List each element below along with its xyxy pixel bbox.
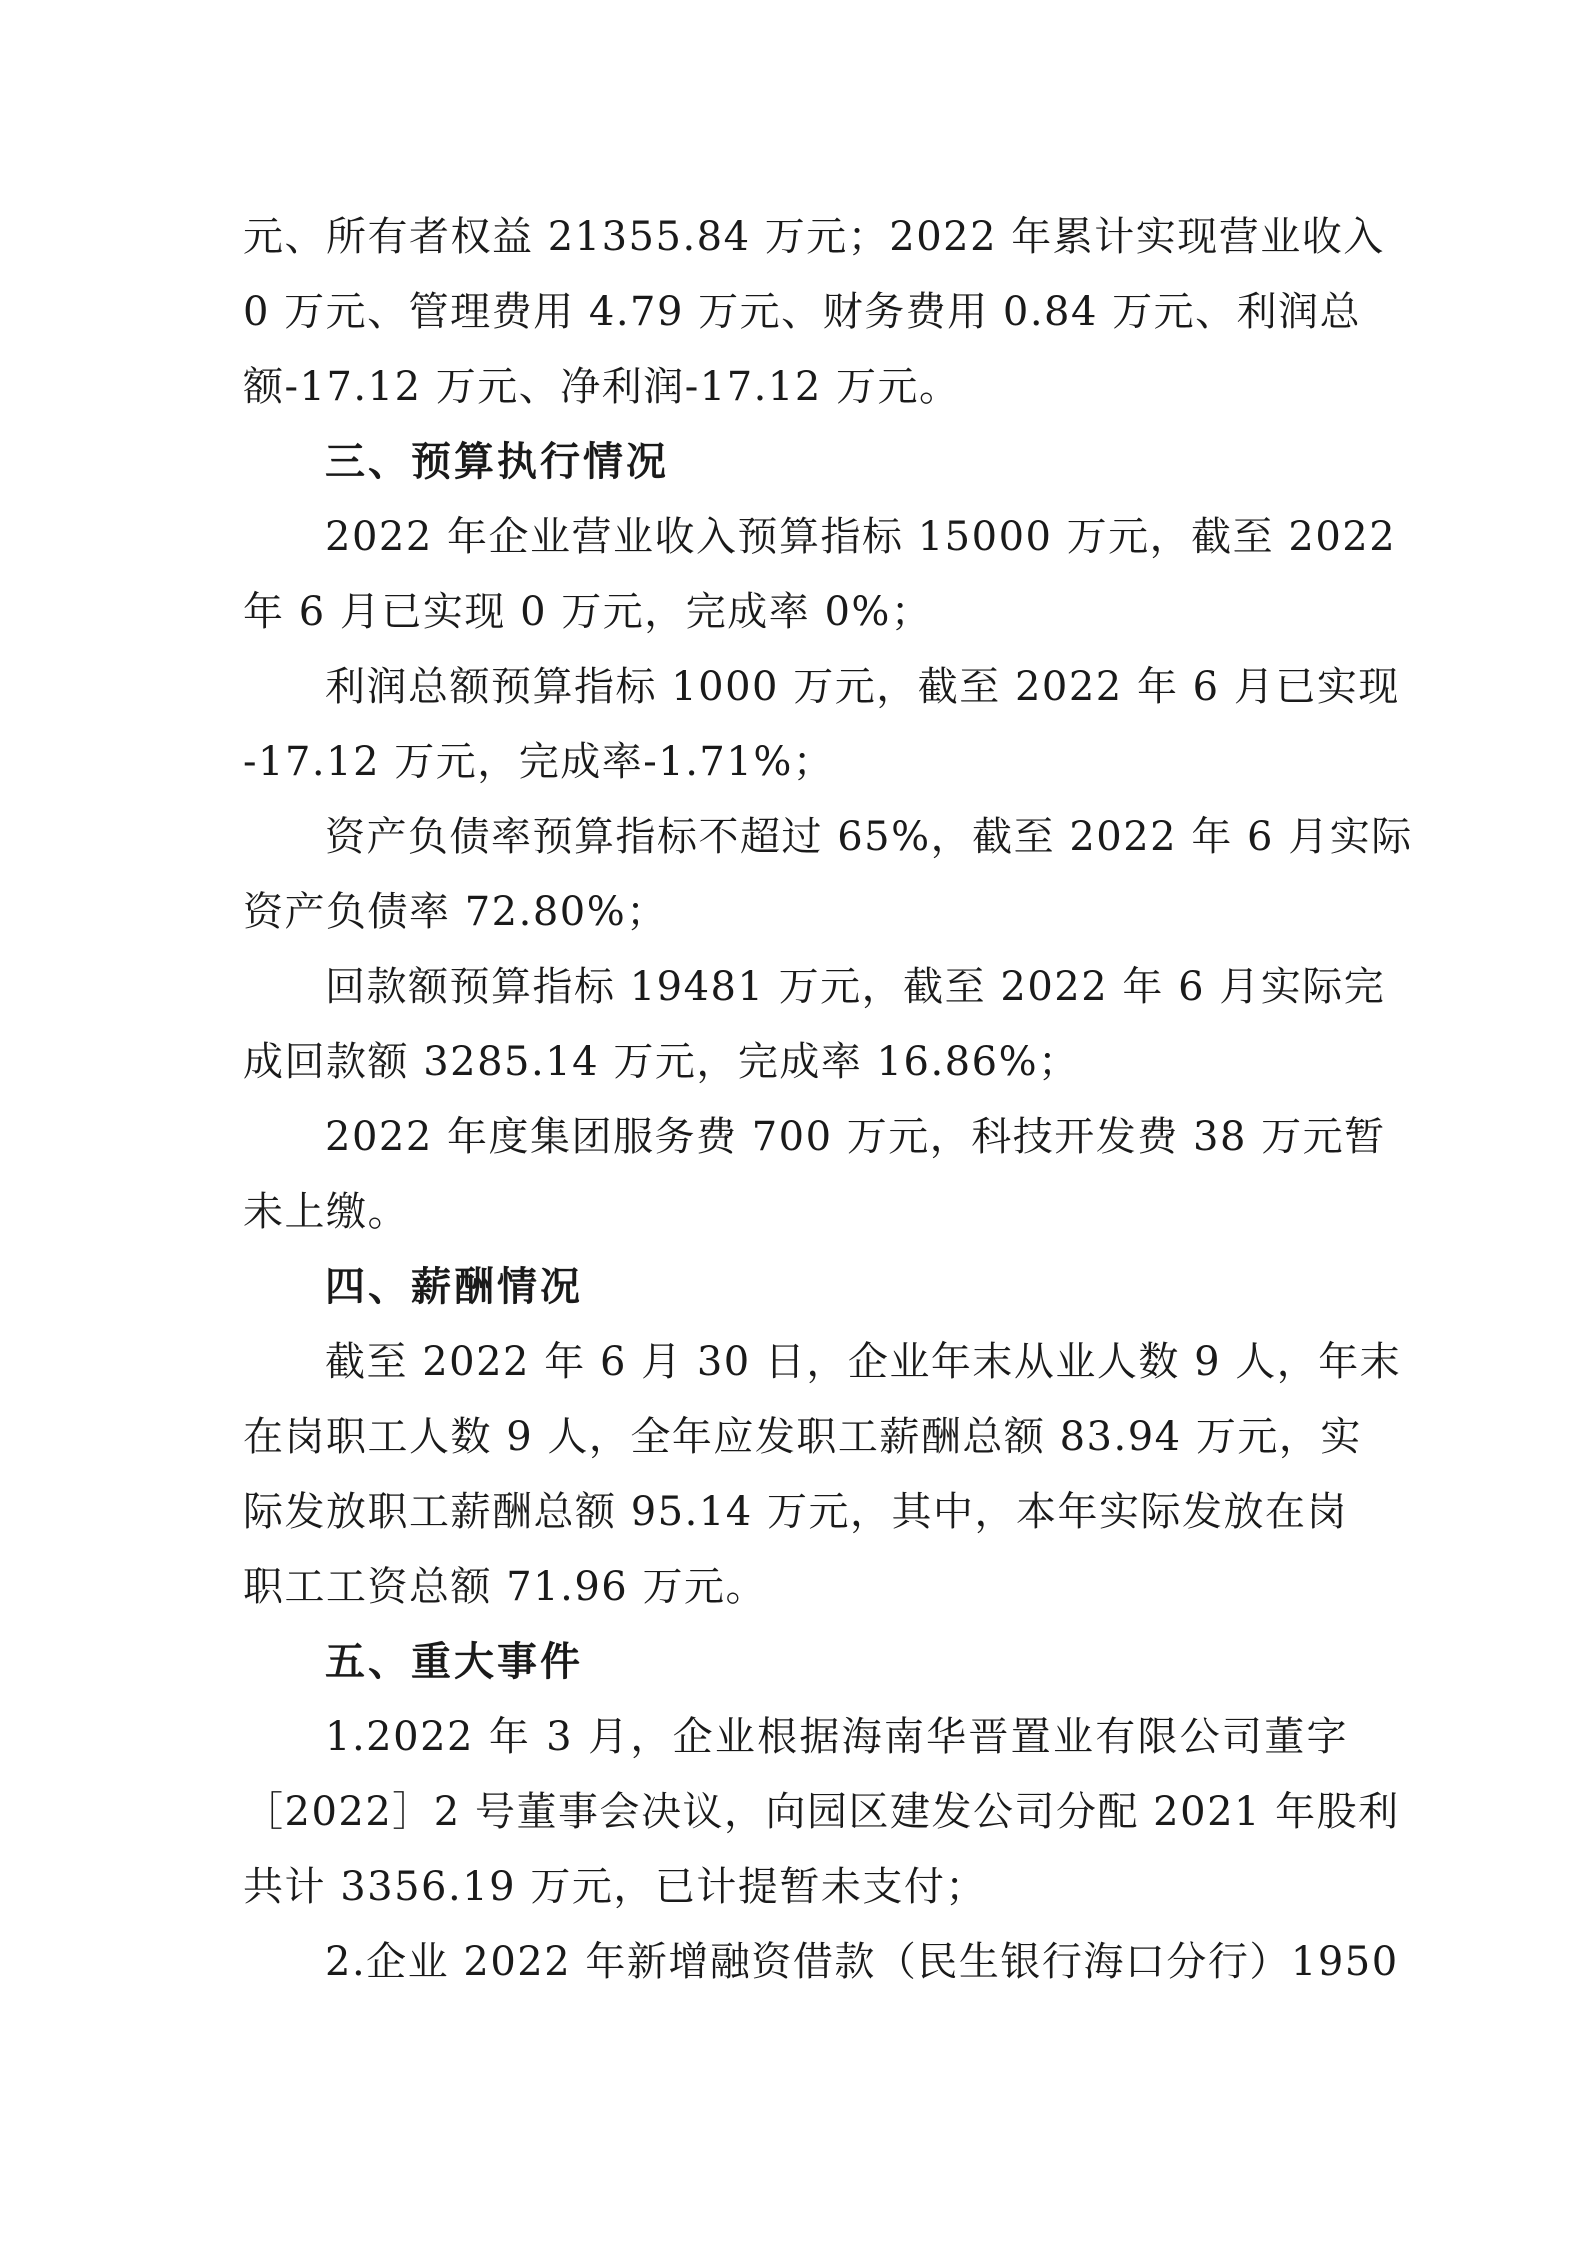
section-heading-salary: 四、薪酬情况 [325,1264,583,1310]
paragraph-line: 际发放职工薪酬总额 95.14 万元，其中，本年实际发放在岗 [243,1489,1348,1535]
paragraph-line: 资产负债率预算指标不超过 65%，截至 2022 年 6 月实际 [325,814,1413,860]
paragraph-line: 0 万元、管理费用 4.79 万元、财务费用 0.84 万元、利润总 [243,289,1362,335]
paragraph-line: 1.2022 年 3 月，企业根据海南华晋置业有限公司董字 [325,1714,1348,1760]
paragraph-line: 截至 2022 年 6 月 30 日，企业年末从业人数 9 人，年末 [325,1339,1402,1385]
paragraph-line: 元、所有者权益 21355.84 万元；2022 年累计实现营业收入 [243,214,1385,260]
paragraph-line: 2022 年企业营业收入预算指标 15000 万元，截至 2022 [325,514,1397,560]
paragraph-line: 在岗职工人数 9 人，全年应发职工薪酬总额 83.94 万元，实 [243,1414,1362,1460]
paragraph-line: 回款额预算指标 19481 万元，截至 2022 年 6 月实际完 [325,964,1386,1010]
paragraph-line: ［2022］2 号董事会决议，向园区建发公司分配 2021 年股利 [243,1789,1400,1835]
paragraph-line: 资产负债率 72.80%； [243,889,668,935]
paragraph-line: 2022 年度集团服务费 700 万元，科技开发费 38 万元暂 [325,1114,1386,1160]
paragraph-line: 年 6 月已实现 0 万元，完成率 0%； [243,589,933,635]
section-heading-major-events: 五、重大事件 [325,1639,583,1685]
paragraph-line: -17.12 万元，完成率-1.71%； [243,739,835,785]
paragraph-line: 成回款额 3285.14 万元，完成率 16.86%； [243,1039,1080,1085]
paragraph-line: 额-17.12 万元、净利润-17.12 万元。 [243,364,961,410]
paragraph-line: 未上缴。 [243,1189,409,1235]
paragraph-line: 2.企业 2022 年新增融资借款（民生银行海口分行）1950 [325,1939,1399,1985]
paragraph-line: 共计 3356.19 万元，已计提暂未支付； [243,1864,987,1910]
document-body [243,200,1413,2000]
section-heading-budget: 三、预算执行情况 [325,439,669,485]
paragraph-line: 利润总额预算指标 1000 万元，截至 2022 年 6 月已实现 [325,664,1400,710]
paragraph-line: 职工工资总额 71.96 万元。 [243,1564,767,1610]
